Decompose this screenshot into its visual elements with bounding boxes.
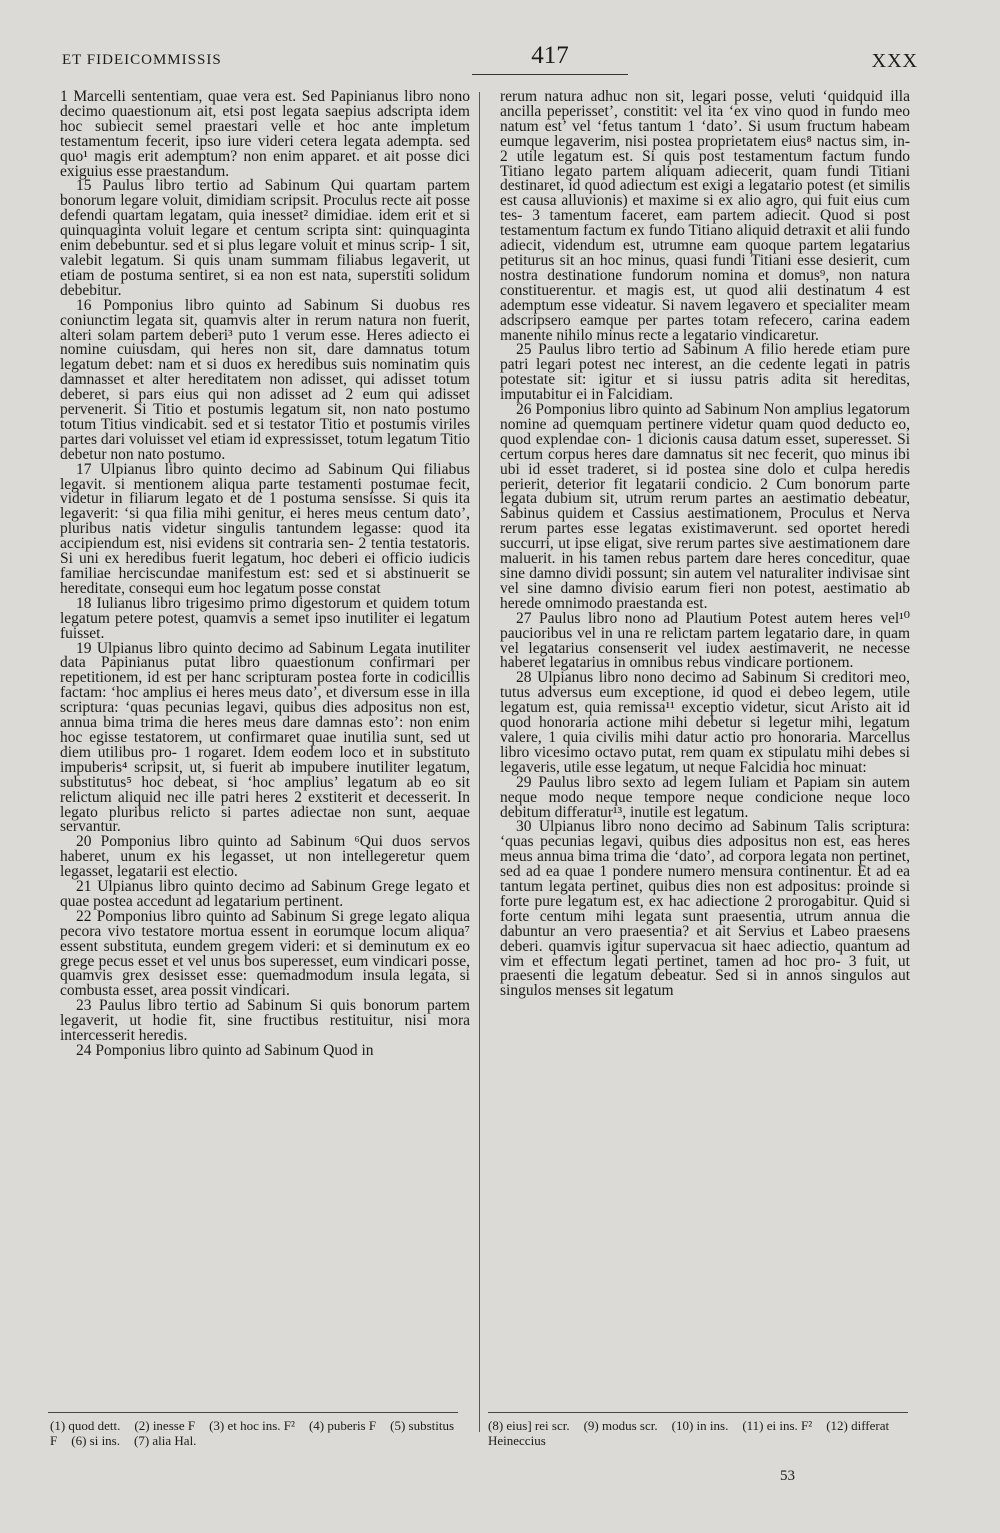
column-divider <box>479 92 480 1432</box>
paragraph: 21 Ulpianus libro quinto decimo ad Sabinum Grege legato et quae postea accedunt ad legatarium pertinent. <box>60 878 470 910</box>
footnote: (3) et hoc ins. F² <box>209 1418 295 1433</box>
paragraph: 26 Pomponius libro quinto ad Sabinum Non amplius legatorum nomine ad quemquam pertinere videtur quam quod deducto eo, quod explendae con- 1 dicionis causa datum esset, superesset. Si certum corpus heres dare damnatus sit nec fecerit, quo minus ibi ubi id esset traderet, si id postea sine dolo et culpa heredis perierit, deterior fit legatarii condicio. 2 Cum bonorum parte legata dubium sit, utrum rerum partes an aestimatio debeatur, Sabinus quidem et Cassius aestimationem, Proculus et Nerva rerum partes esse legatas existimaverunt. sed oportet heredi succurri, ut ipse eligat, sive rerum partes sive aestimationem dare maluerit. in his tamen rebus partem dare heres conceditur, quae sine damno dividi possunt; sin autem vel naturaliter indivisae sint vel sine damno divisio earum fieri non potest, aestimatio ab herede omnimodo praestanda est. <box>500 401 910 612</box>
header-rule <box>472 74 628 75</box>
paragraph: 1 Marcelli sententiam, quae vera est. Sed Papinianus libro nono decimo quaestionum ait, etsi post legata saepius adscripta idem hoc subiecit semel praestari velle et hoc ante impletum testamentum fecerit, ipso iure videri cetera legata adempta. sed quo¹ magis erit ademptum? non enim apparet. et ait posse dici exiguius esse praestandum. <box>60 90 470 180</box>
footnote: (2) inesse F <box>134 1418 196 1433</box>
paragraph: 22 Pomponius libro quinto ad Sabinum Si grege legato aliqua pecora vivo testatore mortua essent in eorumque locum aliqua⁷ essent substituta, eundem gregem videri: et si deminutum ex eo grege pecus esset et vel unus bos superesset, eum vindicari posse, quamvis grex desisset esse: quemadmodum insula legata, si combusta esset, area possit vindicari. <box>60 907 470 1000</box>
header-title: ET FIDEICOMMISSIS <box>62 52 222 68</box>
footnote: (12) differat Heineccius <box>488 1418 890 1448</box>
footnote: (11) ei ins. F² <box>742 1418 813 1433</box>
paragraph: rerum natura adhuc non sit, legari posse, veluti ‘quidquid illa ancilla peperisset’, constitit: vel ita ‘ex vino quod in fundo meo natum est’ vel ‘fetus tantum 1 ‘dato’. Si usum fructum habeam eumque legaverim, nisi postea proprietatem eius⁸ nactus sim, in- 2 utile legatum est. Si quis post testamentum factum fundo Titiano legato partem aliquam adiecerit, quam fundi Titiani destinaret, id quod adiectum est exigi a legatario potest (et similis est causa alluvionis) et maxime si ex alio agro, qui fuit eius cum tes- 3 tamentum faceret, eam partem adiecit. Quod si post testamentum factum ex fundo Titiano aliquid detraxit et alii fundo adiecit, videndum est, utrumne eam quoque partem legatarius petiturus sit an hoc minus, quasi fundi Titiani esse desierit, cum nostra destinatione fundorum nomina et domus⁹, non natura constituerentur. et magis est, ut quod alii destinatum 4 est ademptum esse videatur. Si navem legavero et specialiter meam adscripsero eamque per partes totam refecero, carina eadem manente nihilo minus recte a legatario vindicaretur. <box>500 90 910 344</box>
footnote: (8) eius] rei scr. <box>488 1418 570 1433</box>
paragraph: 18 Iulianus libro trigesimo primo digestorum et quidem totum legatum petere potest, quamvis a semet ipso inutiliter ei legatum fuisset. <box>60 594 470 642</box>
footnote: (10) in ins. <box>671 1418 729 1433</box>
paragraph: 30 Ulpianus libro nono decimo ad Sabinum Talis scriptura: ‘quas pecunias legavi, quibus dies adpositus non est, eas heres meus annua bima trima die ‘dato’, ad corpora legata non pertinet, sed ad ea quae 1 pondere numero mensura continentur. Et ad ea tantum legata pertinet, quibus dies non est adpositus: proinde si forte pure legatum est, ex hac adiectione 2 prorogabitur. Quid si forte centum mihi legata sunt praesentia, utrum annua die dabuntur an vero praesentia? et ait Servius et Labeo praesens deberi. quamvis igitur supervacua sit haec adiectio, quantum ad vim et effectum legati pertinet, tamen ad hoc pro- 3 fuit, ut praesenti die legatum debeatur. Sed si in annos singulos aut singulos menses sit legatum <box>500 818 910 1000</box>
paragraph: 16 Pomponius libro quinto ad Sabinum Si duobus res coniunctim legata sit, quamvis alter in rerum natura non fuerit, alteri solam partem deberi³ puto 1 verum esse. Heres adiecto ei nomine cuiusdam, qui heres non sit, dare damnatus totum legatum debet: nam et si duos ex heredibus suis nominatim quis damnasset et alter hereditatem non adisset, qui adisset totum deberet, si pars eius qui non adisset ad 2 eum qui adisset pervenerit. Si Titio et postumis legatum sit, non nato postumo totum Titius vindicabit. sed et si testator Titio et postumis viriles partes dari voluisset vel etiam id expressisset, totum legatum Titio debetur non nato postumo. <box>60 296 470 463</box>
paragraph: 28 Ulpianus libro nono decimo ad Sabinum Si creditori meo, tutus adversus eum exceptione, id quod ei debeo legem, utile legatum est, quia remissa¹¹ exceptio videtur, sicut Aristo ait id quod honoraria actione mihi debetur si legetur mihi, legatum valere, 1 quia civilis mihi datur actio pro honoraria. Marcellus libro vicesimo octavo putat, rem quam ex stipulatu mihi debes si legaveris, utile esse legatum, ut neque Falcidia hoc minuat: <box>500 669 910 776</box>
paragraph: 24 Pomponius libro quinto ad Sabinum Quod in <box>76 1042 374 1059</box>
left-column <box>60 90 470 1400</box>
footnote: (6) si ins. <box>71 1433 120 1448</box>
footnote: (5) substitus F <box>50 1418 455 1448</box>
page-number: 53 <box>780 1468 795 1484</box>
running-header <box>62 40 918 80</box>
right-column <box>500 90 910 1400</box>
footnotes-left <box>50 1418 470 1448</box>
footnote: (7) alia Hal. <box>133 1433 197 1448</box>
header-book-number: XXX <box>871 50 918 72</box>
header-page-number: 417 <box>531 42 569 69</box>
paragraph: 15 Paulus libro tertio ad Sabinum Qui quartam partem bonorum legare voluit, dimidiam scripsit. Proculus recte ait posse defendi quartam legatam, quia inesset² dimidiae. idem erit et si quinquaginta voluit legare et centum scripta sint: quinquaginta enim debebuntur. sed et si plus legare voluit et minus scrip- 1 sit, valebit legatum. Si quis unam summam filiabus legaverit, ut etiam de postuma sentiret, si ea non est nata, superstiti solidum debebitur. <box>60 177 470 299</box>
footnote-rule-right <box>488 1412 908 1413</box>
footnote: (1) quod dett. <box>50 1418 121 1433</box>
paragraph: 19 Ulpianus libro quinto decimo ad Sabinum Legata inutiliter data Papinianus putat libro quaestionum confirmari per repetitionem, id est per hanc scripturam postea forte in codicillis factam: ‘hoc amplius ei heres meus dato’, et diversum esse in illa scriptura: ‘quas pecunias legavi, quibus dies adpositus non est, annua bima trima die heres meus dare damnas esto’: non enim hoc egisse testatorem, ut confirmaret quae inutilia sunt, sed ut diem utilibus pro- 1 rogaret. Idem eodem loco et in substituto impuberis⁴ scripsit, ut, si fuerit ab impubere inutiliter legatum, substitutus⁵ hoc debeat, si ‘hoc amplius’ legatum ab eo sit relictum aliquid nec ille patri heres 2 exstiterit et decesserit. In legato pluribus relicto si partes adiectae non sunt, aequae servantur. <box>60 639 470 836</box>
paragraph: 29 Paulus libro sexto ad legem Iuliam et Papiam sin autem neque modo neque tempore neque condicione neque loco debitum differatur¹³, inutile est legatum. <box>500 773 910 821</box>
paragraph: 17 Ulpianus libro quinto decimo ad Sabinum Qui filiabus legavit. si mentionem aliqua parte testamenti postumae fecit, videtur in filiarum legato et de 1 postuma sensisse. Si quis ita legaverit: ‘si qua filia mihi genitur, ei heres meus centum dato’, pluribus natis videtur singulis tantundem legasse: quod ita accipiendum est, nisi evidens sit contraria sen- 2 tentia testatoris. Si uni ex heredibus fuerit legatum, hoc deberi ei officio iudicis familiae herciscundae manifestum est: sed et si abstinuerit se hereditate, consequi eum hoc legatum posse constat <box>60 460 470 597</box>
paragraph: 25 Paulus libro tertio ad Sabinum A filio herede etiam pure patri legari potest nec interest, an die cedente legati in patris potestate sit: igitur et si iussu patris adita sit hereditas, imputabitur ei in Falcidiam. <box>500 341 910 404</box>
paragraph: 23 Paulus libro tertio ad Sabinum Si quis bonorum partem legaverit, ut hodie fit, sine fructibus restituitur, nisi mora intercesserit heredis. <box>60 997 470 1045</box>
footnote: (9) modus scr. <box>583 1418 658 1433</box>
footnote-rule-left <box>48 1412 458 1413</box>
paragraph: 27 Paulus libro nono ad Plautium Potest autem heres vel¹⁰ paucioribus vel in una re relictam partem legatario dare, in quam vel legatarius consenserit vel iudex aestimaverit, ne necesse haberet legatarius in omnibus rebus vindicare portionem. <box>500 609 910 672</box>
paragraph: 20 Pomponius libro quinto ad Sabinum ⁶Qui duos servos haberet, unum ex his legasset, ut non intellegeretur quem legasset, legatarii est electio. <box>60 833 470 881</box>
footnote: (4) puberis F <box>308 1418 377 1433</box>
footnotes-right <box>488 1418 908 1448</box>
